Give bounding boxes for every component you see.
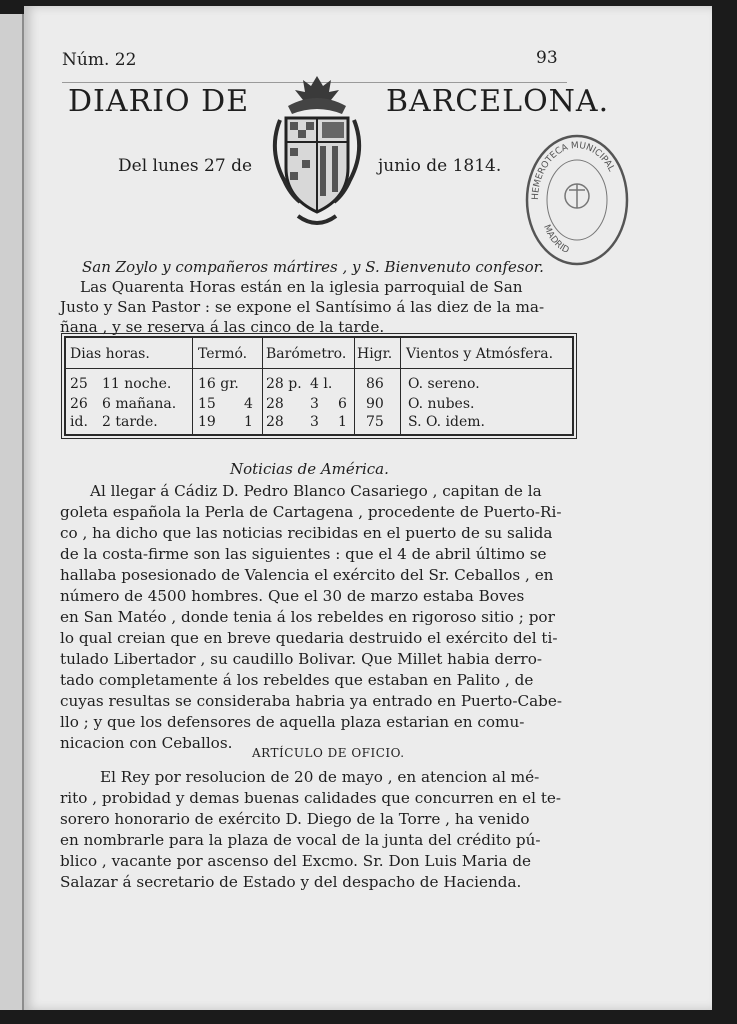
cell-day: id.: [70, 414, 88, 430]
cell-baro-a: 28: [266, 414, 284, 430]
cell-thermo: 16 gr.: [198, 376, 239, 392]
masthead-title-left: DIARIO DE: [68, 84, 250, 119]
news-line: co , ha dicho que las noticias recibidas en el puerto de su salida: [60, 524, 553, 542]
date-left: Del lunes 27 de: [118, 156, 253, 176]
cell-hour: 6 mañana.: [102, 396, 177, 412]
newspaper-page: [24, 6, 712, 1010]
news-line: tado completamente á los rebeldes que estaban en Palito , de: [60, 671, 534, 689]
oficio-line: sorero honorario de exército D. Diego de la Torre , ha venido: [60, 810, 530, 828]
oficio-heading: ARTÍCULO DE OFICIO.: [252, 746, 405, 760]
news-line: de la costa-firme son las siguientes : que el 4 de abril último se: [60, 545, 547, 563]
cell-wind: S. O. idem.: [408, 414, 485, 430]
cell-thermo: 15: [198, 396, 216, 412]
header-winds: Vientos y Atmósfera.: [406, 346, 554, 362]
news-line: cuyas resultas se consideraba habria ya entrado en Puerto-Cabe-: [60, 692, 562, 710]
news-line: número de 4500 hombres. Que el 30 de marzo estaba Boves: [60, 587, 525, 605]
cell-baro-b: 4 l.: [310, 376, 333, 392]
oficio-line: en nombrarle para la plaza de vocal de la junta del crédito pú-: [60, 831, 541, 849]
barcelona-coat-of-arms-icon: [258, 70, 376, 234]
news-line: tulado Libertador , su caudillo Bolivar. Que Millet habia derro-: [60, 650, 542, 668]
facing-page-edge: [0, 14, 24, 1010]
stamp-text-top: HEMEROTECA MUNICIPAL: [530, 140, 617, 201]
weather-table: [64, 336, 574, 436]
table-header-rule: [66, 368, 572, 369]
cell-hour: 11 noche.: [102, 376, 172, 392]
news-line: nicacion con Ceballos.: [60, 734, 233, 752]
table-divider: [262, 338, 263, 434]
cell-baro-b: 3: [310, 414, 319, 430]
news-line: lo qual creian que en breve quedaria destruido el exército del ti-: [60, 629, 558, 647]
svg-text:HEMEROTECA MUNICIPAL: [531, 141, 616, 200]
cell-baro-c: 1: [338, 414, 347, 430]
text-line: Justo y San Pastor : se expone el Santísimo á las diez de la ma-: [60, 298, 545, 316]
table-divider: [192, 338, 193, 434]
cell-thermo-frac: 4: [244, 396, 253, 412]
library-stamp-icon: [522, 130, 632, 270]
cell-baro-a: 28: [266, 396, 284, 412]
cell-wind: O. nubes.: [408, 396, 475, 412]
news-line: hallaba posesionado de Valencia el exército del Sr. Ceballos , en: [60, 566, 554, 584]
cell-baro-c: 6: [338, 396, 347, 412]
cell-thermo-frac: 1: [244, 414, 253, 430]
oficio-line: blico , vacante por ascenso del Excmo. Sr. Don Luis Maria de: [60, 852, 532, 870]
issue-number: Núm. 22: [62, 50, 137, 70]
oficio-line: Salazar á secretario de Estado y del despacho de Hacienda.: [60, 873, 522, 891]
header-days-hours: Dias horas.: [70, 346, 150, 362]
cell-day: 26: [70, 396, 88, 412]
header-hygrometer: Higr.: [357, 346, 393, 362]
cell-baro-a: 28 p.: [266, 376, 302, 392]
stamp-text-bottom: MADRID: [541, 223, 571, 256]
news-line: llo ; y que los defensores de aquella plaza estarian en comu-: [60, 713, 525, 731]
oficio-line: rito , probidad y demas buenas calidades que concurren en el te-: [60, 789, 562, 807]
table-divider: [400, 338, 401, 434]
date-right: junio de 1814.: [378, 156, 502, 176]
cell-hygro: 86: [366, 376, 384, 392]
news-line: goleta española la Perla de Cartagena , procedente de Puerto-Ri-: [60, 503, 562, 521]
cell-hygro: 90: [366, 396, 384, 412]
header-thermometer: Termó.: [198, 346, 248, 362]
saints-of-day: San Zoylo y compañeros mártires , y S. Bienvenuto confesor.: [82, 258, 544, 276]
masthead-title-right: BARCELONA.: [386, 84, 610, 119]
table-divider: [354, 338, 355, 434]
page-number: 93: [536, 48, 558, 68]
news-heading: Noticias de América.: [230, 460, 389, 478]
cell-day: 25: [70, 376, 88, 392]
cell-wind: O. sereno.: [408, 376, 480, 392]
text-line: ñana , y se reserva á las cinco de la tarde.: [60, 318, 385, 336]
text-line: Las Quarenta Horas están en la iglesia parroquial de San: [80, 278, 523, 296]
cell-hour: 2 tarde.: [102, 414, 158, 430]
cell-thermo: 19: [198, 414, 216, 430]
header-barometer: Barómetro.: [266, 346, 347, 362]
cell-baro-b: 3: [310, 396, 319, 412]
cell-hygro: 75: [366, 414, 384, 430]
news-line: en San Matéo , donde tenia á los rebeldes en rigoroso sitio ; por: [60, 608, 555, 626]
news-line: Al llegar á Cádiz D. Pedro Blanco Casariego , capitan de la: [90, 482, 542, 500]
oficio-line: El Rey por resolucion de 20 de mayo , en atencion al mé-: [100, 768, 540, 786]
